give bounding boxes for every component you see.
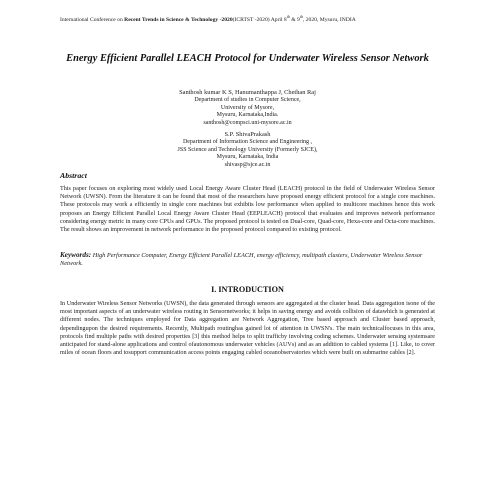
conference-prefix: International Conference on bbox=[60, 17, 125, 23]
abstract-text: This paper focuses on exploring most widely used Local Energy Aware Cluster Head (LEACH) protocol in the field of Underwater Wireless Sensor Network (UWSN). From the literature it can be found that most of the researchers have proposed energy efficient protocol for a single core machines. These protocols may work a efficiently in single core machines but exhibits low performance when applied to multicore machines hence this work proposes an Energy Efficient Parallel Local Energy Aware Cluster Head (EEPLEACH) protocol that evaluates and improves network performance considering energy metric in many core CPUs and GPUs. The proposed protocol is tested on Dual-core, Quad-core, Hexa-core and Octa-core machines. The result shows an improvement in network performance in the proposed protocol compared to existing protocol. bbox=[60, 186, 435, 234]
conference-acronym: (ICRTST -2020) bbox=[232, 17, 270, 23]
keywords-paragraph bbox=[60, 251, 435, 269]
keywords-label: Keywords: bbox=[60, 251, 92, 259]
paper-title: Energy Efficient Parallel LEACH Protocol for Underwater Wireless Sensor Network bbox=[66, 53, 429, 64]
author-names: S.P. ShivaPrakash bbox=[224, 131, 271, 138]
author-affiliation-university: JSS Science and Technology University (Formerly SJCE), bbox=[177, 146, 318, 153]
conference-date-end: , 2020, Mysuru, INDIA bbox=[302, 17, 356, 23]
conference-year: -2020 bbox=[218, 17, 233, 23]
author-affiliation-location: Mysuru, Karnataka, India bbox=[216, 154, 279, 161]
conference-date-start: April 8 bbox=[269, 17, 287, 23]
conference-name: Recent Trends in Science & Technology bbox=[124, 17, 219, 23]
abstract-heading: Abstract bbox=[60, 171, 87, 180]
author-affiliation-university: University of Mysore, bbox=[220, 104, 275, 111]
date-superscript-2: th bbox=[299, 14, 303, 20]
keywords-text: High Performance Computer, Energy Efficient Parallel LEACH, energy efficiency, multipath clusters, Underwater Wireless Sensor Network. bbox=[60, 252, 423, 268]
conference-header bbox=[60, 14, 440, 24]
introduction-heading: I. INTRODUCTION bbox=[211, 285, 284, 294]
author-email: santhosh@compsci.uni-mysore.ac.in bbox=[203, 119, 292, 126]
author-block-2 bbox=[120, 131, 375, 169]
introduction-text: In Underwater Wireless Sensor Networks (UWSN), the data generated through sensors are aggregated at the cluster head. Data aggregation isone of the most important aspects of an underwater wireless routing in Sensornetworks; it helps in saving energy and avoids collision of datawhich is generated at different nodes. The techniques employed for Data aggregation are Network Aggregation, Tree based approach and Cluster based approach, dependingupon the desired requirements. Recently, Multipath routinghas gained lot of attention in UWSN's. The main technicalfocuses in this area, protocols find multiple paths with desired properties [3] this method helps to split trafficby involving coding schemes. Underwater sensing systemsare anticipated for stand-alone applications and control ofautonomous underwater vehicles (AUVs) and as an addition to cabled systems [1]. Like, to cover miles of ocean floors and tosupport communication access points engaging cabled oceanobservatories which were built on submarine cables [2]. bbox=[60, 301, 435, 357]
author-affiliation-dept: Department of Information Science and Engineering , bbox=[182, 139, 313, 145]
author-block-1 bbox=[120, 89, 375, 127]
author-email: shivasp@sjce.ac.in bbox=[224, 161, 271, 168]
conference-date-mid: & 9 bbox=[289, 17, 300, 23]
author-names: Santhosh kumar K S, Hanumanthappa J, Chethan Raj bbox=[179, 89, 316, 96]
author-affiliation-location: Mysuru, Karnataka,India. bbox=[216, 112, 279, 119]
author-affiliation-dept: Department of studies in Computer Science, bbox=[194, 97, 301, 103]
date-superscript-1: th bbox=[286, 14, 290, 20]
